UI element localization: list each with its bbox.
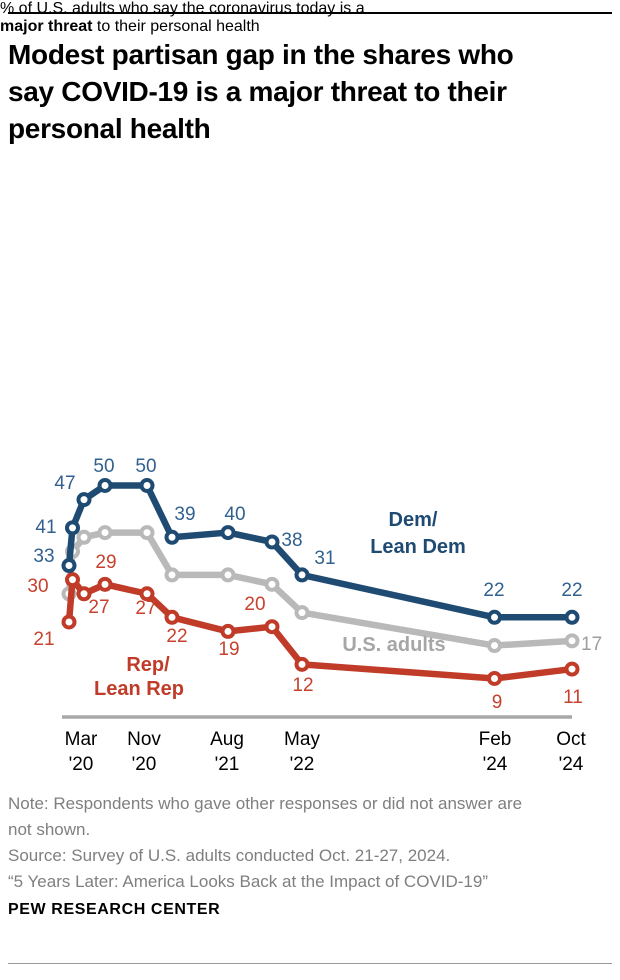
series-label-dem-lean-dem: Lean Dem xyxy=(370,536,466,558)
value-label-rep-lean-rep: 27 xyxy=(135,598,157,619)
subtitle-text: to their personal health xyxy=(92,18,260,35)
data-point-rep-lean-rep xyxy=(167,612,178,623)
data-point-dem-lean-dem xyxy=(267,536,278,547)
data-point-dem-lean-dem xyxy=(167,532,178,543)
value-label-dem-lean-dem: 33 xyxy=(33,546,55,567)
value-label-rep-lean-rep: 19 xyxy=(218,639,240,660)
title-line: Modest partisan gap in the shares who xyxy=(8,39,514,70)
value-label-rep-lean-rep: 21 xyxy=(33,629,55,650)
bottom-divider xyxy=(8,963,612,964)
data-point-u-s-adults xyxy=(267,579,278,590)
x-tick-month: May xyxy=(284,729,320,750)
x-tick-year: '20 xyxy=(68,754,94,775)
data-point-dem-lean-dem xyxy=(79,494,90,505)
data-point-dem-lean-dem xyxy=(67,522,78,533)
x-tick-year: '24 xyxy=(482,754,508,775)
series-label-dem-lean-dem: Dem/ xyxy=(388,509,438,531)
note-line: Note: Respondents who gave other responses or did not answer are xyxy=(8,794,523,813)
value-label-dem-lean-dem: 50 xyxy=(135,456,157,477)
x-tick-month: Feb xyxy=(478,729,512,750)
subtitle-text: % of U.S. adults who say the coronavirus today is a xyxy=(0,0,365,17)
value-label-dem-lean-dem: 40 xyxy=(224,504,246,525)
x-tick-month: Nov xyxy=(127,729,161,750)
value-label-dem-lean-dem: 22 xyxy=(561,580,583,601)
title-line: personal health xyxy=(8,113,211,144)
line-chart xyxy=(0,440,620,780)
value-label-dem-lean-dem: 22 xyxy=(483,580,505,601)
value-label-dem-lean-dem: 50 xyxy=(93,456,115,477)
title-line: say COVID-19 is a major threat to their xyxy=(8,76,507,107)
value-label-u-s-adults: 17 xyxy=(581,634,603,655)
data-point-u-s-adults xyxy=(489,640,500,651)
data-point-dem-lean-dem xyxy=(223,527,234,538)
value-label-rep-lean-rep: 20 xyxy=(244,594,266,615)
series-label-rep-lean-rep: Lean Rep xyxy=(93,678,185,700)
report-title-line: “5 Years Later: America Looks Back at the Impact of COVID-19” xyxy=(8,872,489,891)
data-point-dem-lean-dem xyxy=(64,560,75,571)
data-point-dem-lean-dem xyxy=(297,569,308,580)
series-label-u-s-adults: U.S. adults xyxy=(342,634,446,656)
series-label-rep-lean-rep: Rep/ xyxy=(126,654,170,676)
top-divider xyxy=(8,12,612,14)
x-tick-month: Oct xyxy=(556,729,586,750)
data-point-u-s-adults xyxy=(100,527,111,538)
data-point-rep-lean-rep xyxy=(297,659,308,670)
x-tick-year: '20 xyxy=(131,754,157,775)
x-tick-month: Mar xyxy=(64,729,98,750)
subtitle-line xyxy=(0,18,620,36)
x-tick-month: Aug xyxy=(210,729,244,750)
value-label-dem-lean-dem: 31 xyxy=(314,548,336,569)
data-point-rep-lean-rep xyxy=(567,664,578,675)
data-point-dem-lean-dem xyxy=(489,612,500,623)
data-point-dem-lean-dem xyxy=(142,480,153,491)
value-label-rep-lean-rep: 12 xyxy=(292,675,314,696)
value-label-rep-lean-rep: 30 xyxy=(27,576,49,597)
data-point-u-s-adults xyxy=(567,635,578,646)
value-label-dem-lean-dem: 38 xyxy=(281,530,303,551)
data-point-u-s-adults xyxy=(297,607,308,618)
value-label-dem-lean-dem: 47 xyxy=(54,473,76,494)
value-label-rep-lean-rep: 11 xyxy=(563,687,583,708)
data-point-rep-lean-rep xyxy=(267,621,278,632)
data-point-rep-lean-rep xyxy=(100,579,111,590)
note-line: not shown. xyxy=(8,820,91,839)
data-point-u-s-adults xyxy=(167,569,178,580)
footer-notes xyxy=(8,791,612,895)
value-label-rep-lean-rep: 22 xyxy=(166,626,188,647)
x-tick-year: '22 xyxy=(289,754,315,775)
data-point-rep-lean-rep xyxy=(489,673,500,684)
value-label-rep-lean-rep: 27 xyxy=(88,597,110,618)
data-point-u-s-adults xyxy=(223,569,234,580)
value-label-dem-lean-dem: 41 xyxy=(35,517,57,538)
x-tick-year: '24 xyxy=(558,754,584,775)
value-label-rep-lean-rep: 29 xyxy=(95,552,117,573)
data-point-rep-lean-rep xyxy=(64,617,75,628)
chart-title xyxy=(8,36,612,147)
data-point-dem-lean-dem xyxy=(567,612,578,623)
data-point-dem-lean-dem xyxy=(100,480,111,491)
data-point-u-s-adults xyxy=(142,527,153,538)
data-point-rep-lean-rep xyxy=(67,574,78,585)
source-line: Source: Survey of U.S. adults conducted Oct. 21-27, 2024. xyxy=(8,846,451,865)
brand-wordmark: PEW RESEARCH CENTER xyxy=(8,901,221,918)
value-label-rep-lean-rep: 9 xyxy=(491,692,503,713)
value-label-dem-lean-dem: 39 xyxy=(174,504,196,525)
data-point-u-s-adults xyxy=(79,532,90,543)
x-tick-year: '21 xyxy=(214,754,240,775)
data-point-rep-lean-rep xyxy=(223,626,234,637)
subtitle-bold-text: major threat xyxy=(0,18,93,35)
subtitle-line xyxy=(0,0,620,18)
